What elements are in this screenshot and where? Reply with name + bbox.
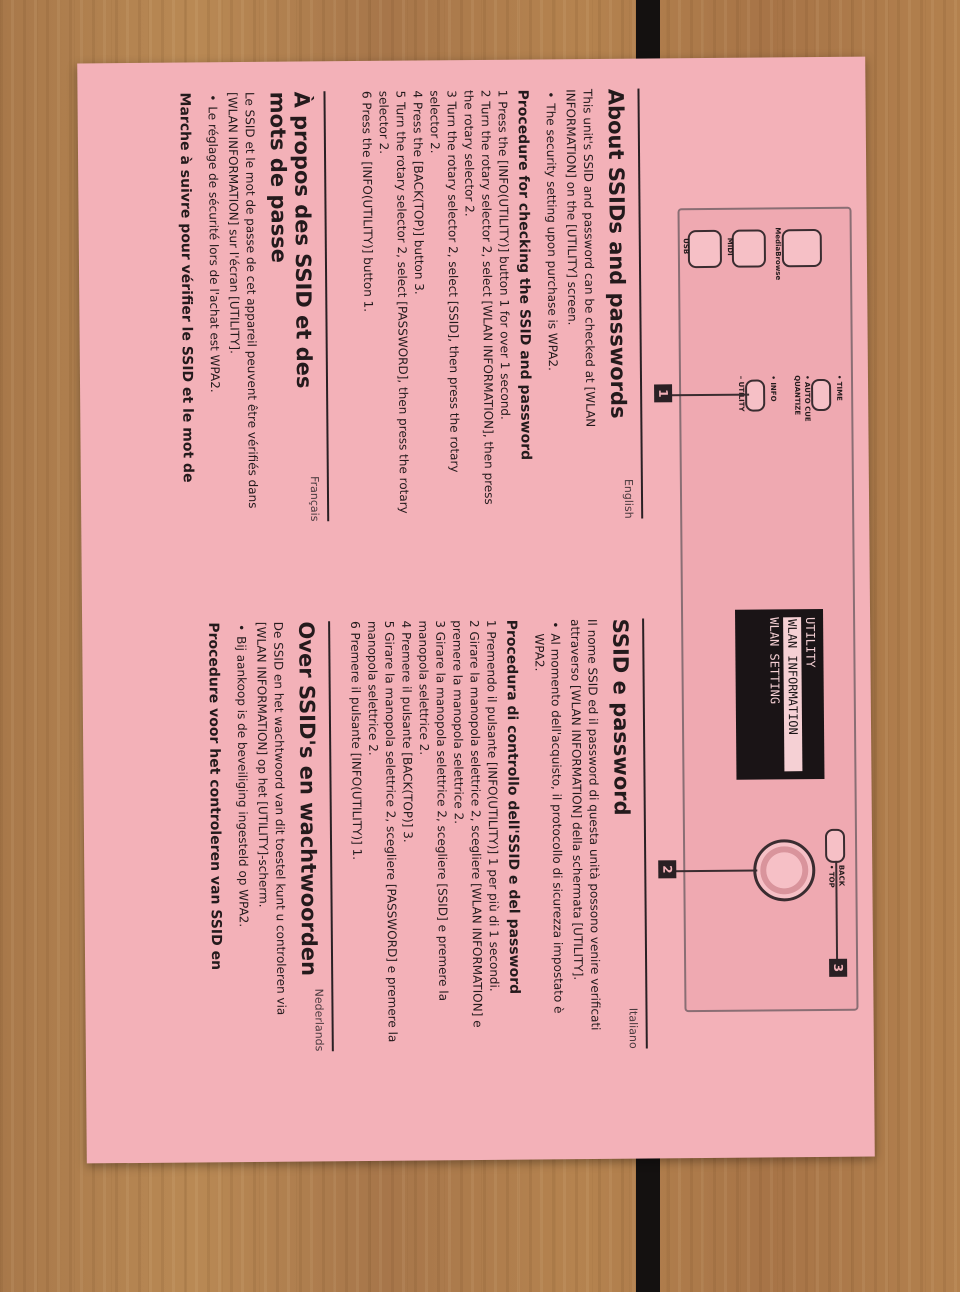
- callout-1: 1: [654, 384, 672, 402]
- rotary-selector: [753, 839, 816, 902]
- bullet-nederlands: • Bij aankoop is de beveiliging ingesteld op WPA2.: [233, 636, 253, 1052]
- time-label: • TIME: [834, 374, 844, 401]
- lang-francais: Français: [307, 476, 322, 522]
- device-illustration: [678, 207, 859, 1012]
- midi-label: MIDI: [725, 237, 734, 256]
- usb-button: [688, 230, 722, 268]
- usb-label: USB: [681, 238, 690, 255]
- back-top-button: [825, 829, 845, 863]
- screen-line-utility: UTILITY: [803, 617, 818, 668]
- bullet-english: • The security setting upon purchase is WPA2.: [543, 103, 563, 519]
- lang-nederlands: Nederlands: [312, 988, 326, 1052]
- screen-line-wlan-setting: WLAN SETTING: [767, 617, 782, 705]
- lang-italiano: Italiano: [626, 1007, 640, 1049]
- step-english: 3 Turn the rotary selector 2, select [SSID], then press the rotary selector 2.: [427, 90, 462, 473]
- auto-cue-label: • AUTO CUE: [802, 375, 812, 422]
- screen-line-wlan-information: WLAN INFORMATION: [783, 617, 802, 771]
- media-browse-button: [782, 229, 822, 267]
- quantize-label: QUANTIZE: [792, 375, 802, 416]
- callout-3: 3: [829, 959, 847, 977]
- intro-italiano: Il nome SSID ed il password di questa unità possono venire verificati attraverso [WLAN INFORMATION] della schermata [UTILITY].: [568, 618, 603, 1031]
- back-label: BACK: [837, 864, 846, 887]
- device-screen: [735, 609, 824, 780]
- wood-seam-bottom: [636, 1152, 660, 1292]
- step-italiano: 6 Premere il pulsante [INFO(UTILITY)] 1.: [347, 620, 364, 861]
- callout-2-line: [673, 870, 757, 873]
- steps-italiano: [346, 620, 503, 1051]
- midi-button: [732, 229, 766, 267]
- instruction-sheet: [77, 57, 875, 1164]
- step-english: 5 Turn the rotary selector 2, select [PASSWORD], then press the rotary selector 2.: [376, 90, 412, 514]
- intro-english: This unit's SSID and password can be checked at [WLAN INFORMATION] on the [UTILITY] screen.: [563, 88, 598, 428]
- step-italiano: 2 Girare la manopola selettrice 2, scegliere [WLAN INFORMATION] e premere la manopola selettrice 2.: [449, 619, 485, 1028]
- time-button: [811, 379, 831, 411]
- rule-english: [637, 89, 643, 519]
- step-english: 6 Press the [INFO(UTILITY)] button 1.: [359, 90, 376, 313]
- bullet-francais: • Le réglage de sécurité lors de l'achat est WPA2.: [205, 106, 225, 522]
- callout-2: 2: [658, 860, 676, 878]
- title-nederlands: Over SSID's en wachtwoorden: [294, 621, 322, 977]
- rule-francais: [323, 91, 329, 521]
- section-italiano: [346, 619, 648, 1052]
- step-english: 1 Press the [INFO(UTILITY)] button 1 for over 1 second.: [495, 89, 513, 420]
- intro-francais: Le SSID et le mot de passe de cet appareil peuvent être vérifiés dans [WLAN INFORMATION] sur l'écran [UTILITY].: [225, 91, 260, 509]
- step-italiano: 3 Girare la manopola selettrice 2, scegliere [SSID] e premere la manopola selettrice 2.: [415, 620, 451, 1002]
- bullet-italiano: • Al momento dell'acquisto, il protocollo di sicurezza impostato è WPA2.: [531, 633, 567, 1049]
- step-italiano: 1 Premendo il pulsante [INFO(UTILITY)] 1 per più di 1 secondi.: [483, 619, 502, 992]
- step-english: 4 Press the [BACK(TOP)] button 3.: [410, 90, 427, 295]
- info-label: • INFO: [768, 375, 778, 402]
- title-italiano: SSID e password: [608, 618, 634, 816]
- section-english: [357, 89, 643, 521]
- intro-nederlands: De SSID en het wachtwoord van dit toestel kunt u controleren via [WLAN INFORMATION] op het [UTILITY]-scherm.: [254, 621, 289, 1016]
- steps-english: [357, 90, 514, 521]
- procedure-title-nederlands: Procedure voor het controleren van SSID en: [205, 622, 225, 971]
- lang-english: English: [621, 478, 636, 519]
- media-browse-label: MediaBrowse: [773, 227, 783, 281]
- procedure-title-italiano: Procedura di controllo dell'SSID e del password: [502, 619, 523, 995]
- rule-italiano: [642, 619, 648, 1049]
- procedure-title-english: Procedure for checking the SSID and password: [514, 89, 534, 461]
- section-francais: [172, 91, 329, 522]
- step-english: 2 Turn the rotary selector 2, select [WLAN INFORMATION], then press the rotary selector 2.: [461, 89, 497, 505]
- sheet-page: [77, 57, 875, 1164]
- rule-nederlands: [328, 621, 334, 1051]
- title-francais: À propos des SSID et des mots de passe: [265, 91, 317, 389]
- section-nederlands: [201, 621, 334, 1052]
- procedure-title-francais: Marche à suivre pour vérifier le SSID et le mot de: [176, 92, 196, 483]
- step-italiano: 5 Girare la manopola selettrice 2, scegliere [PASSWORD] e premere la manopola selettrice 2.: [364, 620, 400, 1043]
- step-italiano: 4 Premere il pulsante [BACK(TOP)] 3.: [398, 620, 415, 843]
- top-label: • TOP: [827, 864, 836, 888]
- title-english: About SSIDs and passwords: [603, 88, 631, 419]
